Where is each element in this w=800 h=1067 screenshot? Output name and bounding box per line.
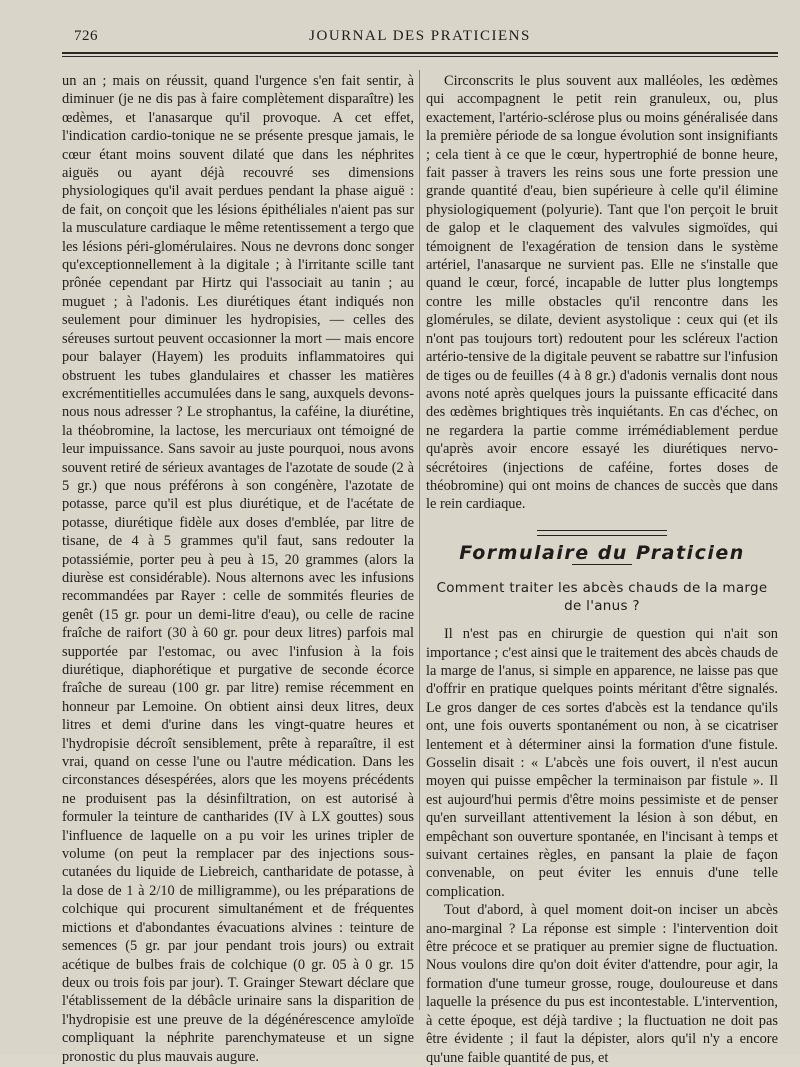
article-title: Comment traiter les abcès chauds de la marge de l'anus ? [436,580,768,615]
column-divider [419,70,420,1010]
running-title: JOURNAL DES PRATICIENS [309,28,531,44]
right-column [426,72,778,1067]
section-title: Formulaire du Praticien [459,541,745,564]
section-separator [537,530,667,536]
left-column [62,72,414,1066]
section-underline [572,564,632,565]
left-paragraph-1: un an ; mais on réussit, quand l'urgence s'en fait sentir, à diminuer (je ne dis pas à faire complètement disparaître) les œdèmes, et l'anasarque qu'il provoque. A cet effet, l'indication cardio-tonique ne se présente presque jamais, le cœur étant moins souvent dilaté que dans les néphrites aiguës ou ayant déjà recouvré ses dimensions physiologiques qu'il avait perdues pendant la phase aiguë : de fait, on conçoit que les lésions épithéliales n'aient pas sur la musculature cardiaque le même retentissement a tergo que les lésions péri-glomérulaires. Nous ne devrons donc songer qu'exceptionnellement à la digitale ; à l'irritante scille tant prônée cependant par Hirtz qui l'associait au tanin ; au muguet ; à l'adonis. Les diurétiques étant indiqués non seulement pour diminuer les hydropisies, — celles des séreuses surtout peuvent occasionner la mort — mais encore pour balayer (Hayem) les produits inflammatoires qui obstruent les tubes glandulaires et chasser les matières excrémentitielles accumulées dans le sang, auxquels devons-nous nous adresser ? Le strophantus, la caféine, la diurétine, la théobromine, la lactose, les mercuriaux ont témoigné de leur impuissance. Sans savoir au juste pourquoi, nous avons souvent retiré de sérieux avantages de l'azotate de soude (2 à 5 gr.) que nous préférons à son congénère, l'azotate de potasse, parce qu'il est plus diurétique, et de l'acétate de potasse, diurétique fidèle aux doses d'emblée, par litre de tisane, de 4 à 5 grammes qu'il faut, sans redouter la potassiémie, porter peu à peu à 15, 20 grammes (alors la diurèse est considérable). Nous alternons avec les infusions recommandées par Rayer : celle de sommités fleuries de genêt (15 gr. pour un demi-litre d'eau), ou celle de racine fraîche de raifort (30 à 60 gr. pour deux litres) parfois mal supportée par l'estomac, ou avec l'infusion à la fois diurétique, diaphorétique et purgative de seconde écorce fraîche de sureau (100 gr. par litre) remise récemment en honneur par Lemoine. On obtient ainsi deux litres, deux litres et demi d'urine dans les vingt-quatre heures et l'hydropisie décroît sensiblement, prête à reparaître, il est vrai, quand on cesse l'une ou l'autre médication. Dans les circonstances désespérées, alors que les moyens précédents ne produisent pas la désinfiltration, on est autorisé à formuler la teinture de cantharides (IV à LX gouttes) sous l'influence de laquelle on a pu voir les urines tripler de volume (on peut la remplacer par des injections sous-cutanées du liquide de Liebreich, cantharidate de potasse, à la dose de 1 à 2/10 de milligramme), ou les préparations de colchique qui procurent simultanément et de fréquentes mictions et d'abondantes évacuations alvines : teinture de semences (5 gr. par jour pendant trois jours) ou extrait acétique de bulbes frais de colchique (0 gr. 05 à 0 gr. 15 deux ou trois fois par jour). T. Grainger Stewart déclare que l'établissement de la débâcle urinaire sans la disparition de l'hydropisie est une preuve de la dégénérescence amyloïde compliquant la néphrite parenchymateuse et un signe pronostic du plus mauvais augure. [62,73,414,1065]
header-rule [62,52,778,54]
header-rule-thin [62,56,778,57]
right-paragraph-3: Tout d'abord, à quel moment doit-on inciser un abcès ano-marginal ? La réponse est simple : l'intervention doit être précoce et se pratiquer au premier signe de fluctuation. Nous voulons dire qu'on doit éviter d'attendre, pour agir, la formation d'une tumeur grosse, rouge, douloureuse et dans laquelle la présence du pus est incontestable. L'intervention, à cette époque, est déjà tardive ; la fluctuation ne doit pas être évidente ; il faut la dépister, alors qu'il n'y a encore qu'une faible quantité de pus, et [426,902,778,1066]
page-header [60,22,780,52]
right-paragraph-2: Il n'est pas en chirurgie de question qui n'ait son importance ; c'est ainsi que le traitement des abcès chauds de la marge de l'anus, si simple en apparence, ne laisse pas que d'offrir en pratique quelques points méritant d'être signalés. Le gros danger de ces sortes d'abcès est la tendance qu'ils ont, une fois ouverts spontanément ou non, à se cicatriser lentement et à déterminer ainsi la formation d'une fistule. Gosselin disait : « L'abcès une fois ouvert, il n'est aucun moyen qui puisse empêcher la terminaison par fistule ». Il est aujourd'hui permis d'être moins pessimiste et de penser qu'en surveillant attentivement la lésion à son début, en empêchant son ouverture spontanée, en l'incisant à temps et suivant certaines règles, en pansant la plaie de façon convenable, on peut éviter les ennuis d'une telle complication. [426,626,778,900]
right-paragraph-1: Circonscrits le plus souvent aux malléoles, les œdèmes qui accompagnent le petit rein granuleux, ou, plus exactement, l'artério-sclérose plus ou moins généralisée dans la première période de sa longue évolution sont insignifiants ; cela tient à ce que le cœur, hypertrophié de bonne heure, fait passer à travers les reins sous une forte pression une grande quantité d'eau, bien supérieure à celle qu'il élimine physiologiquement (polyurie). Tant que l'on perçoit le bruit de galop et le claquement des valvules sigmoïdes, qui témoignent de l'exagération de tension dans le système artériel, l'anasarque ne survient pas. Elle ne s'installe que quand le cœur, forcé, incapable de lutter plus longtemps contre les mille obstacles qu'il rencontre dans les glomérules, se dilate, devient asystolique : ceux qui (et ils n'ont pas toujours tort) redoutent pour les scléreux l'action artério-tensive de la digitale peuvent se rabattre sur l'infusion de tiges ou de feuilles (4 à 8 gr.) d'adonis vernalis dont nous avons noté après quelques jours la puissante efficacité dans des œdèmes brightiques très inquiétants. En cas d'échec, on ne regardera la partie comme irrémédiablement perdue qu'après avoir encore essayé les diurétiques nervo-sécrétoires (injections de caféine, fortes doses de théobromine) qui ont moins de chances de succès que dans le rein cardiaque. [426,73,778,513]
page-number: 726 [74,28,98,44]
